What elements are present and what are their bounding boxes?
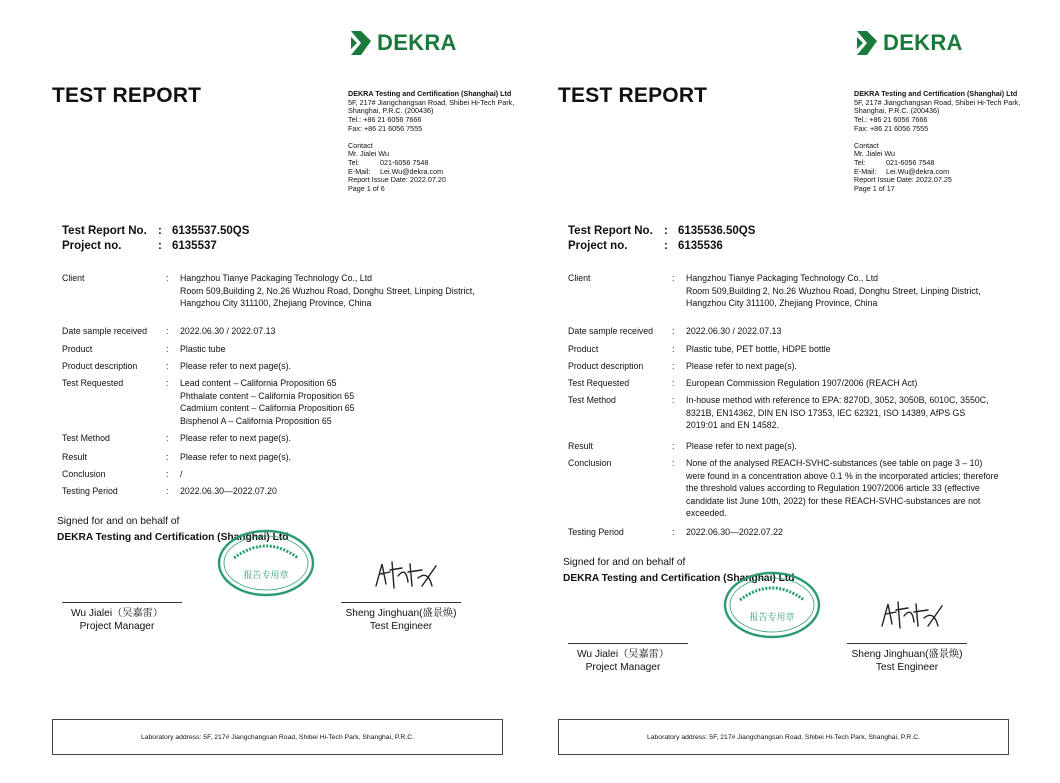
field-label: Conclusion [62,469,106,479]
field-label: Test Requested [568,378,630,388]
field-value [180,272,522,310]
contact-label: Contact [854,140,879,150]
field-row [568,377,1028,390]
field-value-line: Room 509,Building 2, No.26 Wuzhou Road, Donghu Street, Linping District, [180,285,475,296]
field-colon: : [672,395,675,405]
contact-email-value[interactable]: Lei.Wu@dekra.com [380,166,444,176]
field-value [180,432,522,445]
lab-company: DEKRA Testing and Certification (Shanghai) Ltd [348,89,512,98]
field-colon: : [166,469,169,479]
field-label: Product description [568,361,644,371]
footer-text: Laboratory address: 5F, 217# Jiangchangsan Road, Shibei Hi-Tech Park, Shanghai, P.R.C. [140,733,415,741]
field-colon: : [166,452,169,462]
page-title: TEST REPORT [558,84,708,107]
contact-tel-label: Tel: [854,157,866,167]
lab-address-line: 5F, 217# Jiangchangsan Road, Shibei Hi-Tech Park, [348,97,515,107]
lab-tel: Tel.: +86 21 6056 7666 [854,115,928,125]
lab-address-line: Shanghai, P.R.C. (200436) [854,106,940,116]
field-colon: : [672,441,675,451]
field-label: Testing Period [62,486,118,496]
engineer-role: Test Engineer [369,621,433,632]
field-value [686,394,1028,432]
lab-address-block [348,90,528,194]
field-row [62,325,522,338]
field-row [568,272,1028,310]
contact-label: Contact [348,140,373,150]
field-colon: : [672,344,675,354]
lab-address-footer [52,719,503,755]
field-row [62,485,522,498]
field-value [180,360,522,373]
report-issue-date: Report Issue Date: 2022.07.20 [348,175,446,185]
dekra-logo [348,28,457,58]
field-value-line: 2022.06.30 / 2022.07.13 [180,326,276,336]
field-value-line: Cadmium content – California Proposition 65 [180,403,355,414]
field-colon: : [672,458,675,468]
field-colon: : [672,326,675,336]
handwritten-signature [878,596,946,634]
field-label: Test Method [568,395,616,405]
field-value-line: Please refer to next page(s). [686,441,797,451]
field-value [686,272,1028,310]
signed-on-behalf: Signed for and on behalf of [57,516,180,527]
field-label: Product description [62,361,138,371]
report-issue-date: Report Issue Date: 2022.07.25 [854,175,952,185]
lab-address-line: 5F, 217# Jiangchangsan Road, Shibei Hi-Tech Park, [854,97,1021,107]
field-value-line: 2022.06.30—2022.07.22 [686,527,783,537]
project-no: 6135537 [172,239,217,252]
field-value-line: Hangzhou Tianye Packaging Technology Co., Ltd [686,273,879,283]
field-value [686,360,1028,373]
field-colon: : [672,361,675,371]
manager-signature-line [62,602,182,603]
lab-address-line: Shanghai, P.R.C. (200436) [348,106,434,116]
field-value [180,468,522,481]
field-row [62,468,522,481]
field-value-line: 2019:01 and EN 14582. [686,420,779,431]
field-value-line: Plastic tube [180,344,226,354]
field-value-line: Room 509,Building 2, No.26 Wuzhou Road, Donghu Street, Linping District, [686,285,981,296]
lab-tel: Tel.: +86 21 6056 7666 [348,115,422,125]
contact-email-label: E-Mail: [854,166,877,176]
field-label: Client [62,273,85,283]
field-value-line: 2022.06.30—2022.07.20 [180,486,277,496]
lab-address-block [854,90,1034,194]
manager-role: Project Manager [585,662,661,673]
field-value-line: None of the analysed REACH-SVHC-substances (see table on page 3 – 10) [686,458,983,468]
field-row [62,451,522,464]
handwritten-signature [372,556,440,594]
stamp-text: 报告专用章 [749,613,795,623]
engineer-signature-line [341,602,461,603]
engineer-role: Test Engineer [875,662,939,673]
contact-name: Mr. Jialei Wu [348,149,390,159]
page-number: Page 1 of 17 [854,184,895,194]
field-colon: : [166,361,169,371]
field-row [62,360,522,373]
field-value-line: Plastic tube, PET bottle, HDPE bottle [686,344,831,354]
field-value-line: were found in a concentration above 0.1 % in the incorporated articles; therefore [686,470,999,481]
signed-company: DEKRA Testing and Certification (Shanghai) Ltd [563,572,795,584]
lab-company: DEKRA Testing and Certification (Shanghai) Ltd [854,89,1018,98]
manager-signature-line [568,643,688,644]
field-value [686,343,1028,356]
field-row [568,526,1028,539]
lab-address-footer [558,719,1009,755]
field-row [62,343,522,356]
field-colon: : [672,273,675,283]
field-row [568,394,1028,432]
report-no-label: Test Report No. [568,225,653,237]
field-value [686,526,1028,539]
field-value-line: Please refer to next page(s). [180,433,291,443]
field-value-line: candidate list June 10th, 2022) for these REACH-SVHC-substances are not [686,495,981,506]
company-stamp-icon [216,528,316,598]
report-ids: Test Report No. : 6135537.50QS Project no. : 6135537 [62,225,250,252]
footer-text: Laboratory address: 5F, 217# Jiangchangsan Road, Shibei Hi-Tech Park, Shanghai, P.R.C. [646,733,921,741]
page-title: TEST REPORT [52,84,202,107]
project-no: 6135536 [678,239,723,252]
company-stamp-icon [722,570,822,640]
field-value-line: Bisphenol A – California Proposition 65 [180,415,332,426]
manager-name: Wu Jialei（吴嘉雷） [70,608,164,619]
field-value-line: Please refer to next page(s). [180,361,291,371]
field-value-line: Hangzhou Tianye Packaging Technology Co., Ltd [180,273,373,283]
field-row [62,432,522,445]
field-value [686,457,1028,520]
field-colon: : [166,273,169,283]
field-value-line: Phthalate content – California Proposition 65 [180,390,355,401]
field-label: Conclusion [568,458,612,468]
field-value-line: European Commission Regulation 1907/2006 (REACH Act) [686,378,918,388]
contact-tel-value: 021-6056 7548 [380,157,429,167]
project-no-label: Project no. [62,239,122,252]
field-row [568,440,1028,453]
project-no-label: Project no. [568,239,628,252]
field-label: Testing Period [568,527,624,537]
signed-company: DEKRA Testing and Certification (Shanghai) Ltd [57,531,289,543]
field-label: Product [568,344,599,354]
field-value [180,485,522,498]
contact-email-label: E-Mail: [348,166,371,176]
field-value-line: Hangzhou City 311100, Zhejiang Province, China [180,298,372,309]
field-value-line: exceeded. [686,508,727,519]
field-label: Date sample received [568,326,654,336]
field-colon: : [166,378,169,388]
field-value [180,325,522,338]
field-label: Date sample received [62,326,148,336]
dekra-logo-text: DEKRA [377,30,457,55]
field-row [62,377,522,427]
field-label: Test Requested [62,378,124,388]
page-number: Page 1 of 6 [348,184,385,194]
signed-on-behalf: Signed for and on behalf of [563,557,686,568]
field-row [568,343,1028,356]
contact-name: Mr. Jialei Wu [854,149,896,159]
field-colon: : [166,486,169,496]
field-colon: : [166,344,169,354]
manager-role: Project Manager [79,621,155,632]
report-ids: Test Report No. : 6135536.50QS Project no. : 6135536 [568,225,756,252]
field-colon: : [166,326,169,336]
stamp-text: 报告专用章 [243,571,289,581]
field-value [180,343,522,356]
field-value-line: Lead content – California Proposition 65 [180,378,337,388]
field-row [62,272,522,310]
field-label: Test Method [62,433,110,443]
report-no-label: Test Report No. [62,225,147,237]
field-colon: : [672,378,675,388]
manager-name: Wu Jialei（吴嘉雷） [576,649,670,660]
field-colon: : [672,527,675,537]
contact-tel-value: 021-6056 7548 [886,157,935,167]
engineer-signature-line [847,643,967,644]
field-value-line: the threshold values according to Regulation 1907/2006 article 33 (effective [686,483,980,494]
field-label: Client [568,273,591,283]
dekra-logo-text: DEKRA [883,30,963,55]
field-value [686,325,1028,338]
lab-fax: Fax: +86 21 6056 7555 [348,123,423,133]
engineer-name: Sheng Jinghuan(盛景焕) [345,608,457,619]
field-value-line: Please refer to next page(s). [180,452,291,462]
field-value-line: 2022.06.30 / 2022.07.13 [686,326,782,336]
report-page-2 [506,0,1036,783]
field-colon: : [166,433,169,443]
field-label: Result [568,441,593,451]
field-value-line: Hangzhou City 311100, Zhejiang Province, China [686,298,878,309]
lab-fax: Fax: +86 21 6056 7555 [854,123,929,133]
report-no: 6135536.50QS [678,225,756,237]
field-value-line: Please refer to next page(s). [686,361,797,371]
field-row [568,325,1028,338]
field-value [686,440,1028,453]
field-value [180,451,522,464]
dekra-logo-icon [348,29,374,57]
dekra-logo [854,28,963,58]
report-no: 6135537.50QS [172,225,250,237]
contact-tel-label: Tel: [348,157,360,167]
field-value-line: / [180,469,183,479]
field-value-line: In-house method with reference to EPA: 8270D, 3052, 3050B, 6010C, 3550C, [686,395,989,405]
field-value [180,377,522,427]
field-value [686,377,1028,390]
field-row [568,360,1028,373]
engineer-name: Sheng Jinghuan(盛景焕) [851,649,963,660]
field-row [568,457,1028,520]
field-label: Result [62,452,87,462]
field-label: Product [62,344,93,354]
contact-email-value[interactable]: Lei.Wu@dekra.com [886,166,950,176]
field-value-line: 8321B, EN14362, DIN EN ISO 17353, IEC 62321, ISO 14389, AfPS GS [686,407,966,418]
dekra-logo-icon [854,29,880,57]
